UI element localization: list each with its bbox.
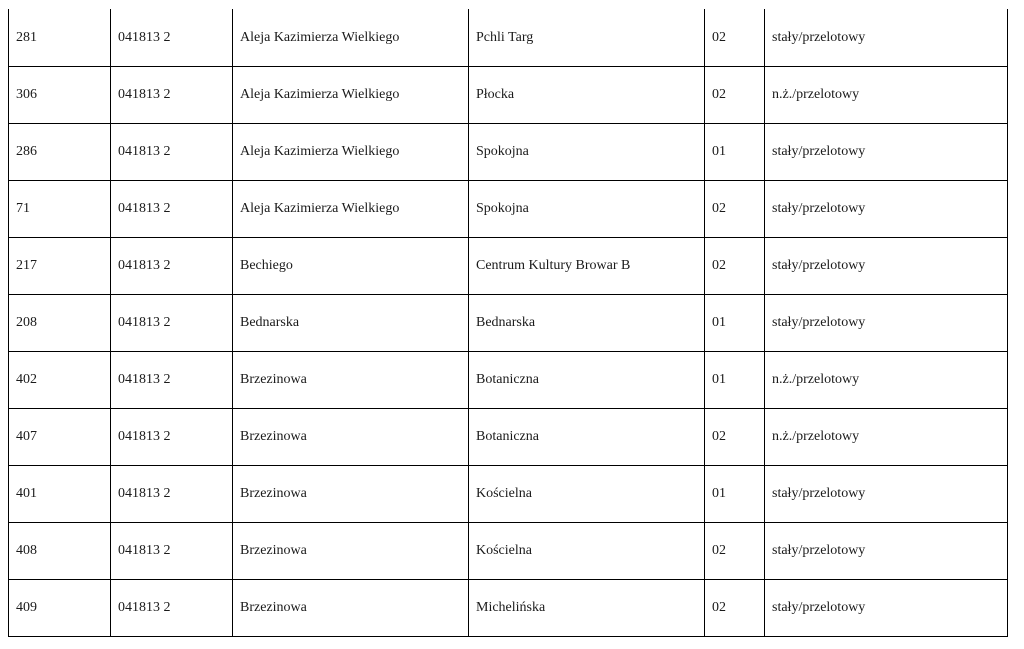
table-row bbox=[9, 295, 1008, 352]
location-code-cell: 041813 2 bbox=[111, 466, 233, 523]
stop-type-cell: stały/przelotowy bbox=[765, 523, 1008, 580]
stop-name-cell: Pchli Targ bbox=[469, 9, 705, 67]
post-number-cell: 02 bbox=[705, 67, 765, 124]
table-row bbox=[9, 124, 1008, 181]
stop-type-cell: stały/przelotowy bbox=[765, 466, 1008, 523]
table-row bbox=[9, 466, 1008, 523]
stop-id-cell: 208 bbox=[9, 295, 111, 352]
stop-type-cell: n.ż./przelotowy bbox=[765, 352, 1008, 409]
table-row bbox=[9, 352, 1008, 409]
location-code-cell: 041813 2 bbox=[111, 580, 233, 637]
table-row bbox=[9, 523, 1008, 580]
stop-name-cell: Spokojna bbox=[469, 181, 705, 238]
stop-type-cell: stały/przelotowy bbox=[765, 238, 1008, 295]
stop-name-cell: Michelińska bbox=[469, 580, 705, 637]
stop-name-cell: Spokojna bbox=[469, 124, 705, 181]
stop-type-cell: stały/przelotowy bbox=[765, 181, 1008, 238]
street-name-cell: Brzezinowa bbox=[233, 409, 469, 466]
table-row bbox=[9, 580, 1008, 637]
post-number-cell: 01 bbox=[705, 466, 765, 523]
post-number-cell: 01 bbox=[705, 352, 765, 409]
table-row bbox=[9, 238, 1008, 295]
stop-id-cell: 71 bbox=[9, 181, 111, 238]
post-number-cell: 02 bbox=[705, 409, 765, 466]
location-code-cell: 041813 2 bbox=[111, 295, 233, 352]
street-name-cell: Brzezinowa bbox=[233, 580, 469, 637]
street-name-cell: Brzezinowa bbox=[233, 352, 469, 409]
post-number-cell: 02 bbox=[705, 181, 765, 238]
post-number-cell: 02 bbox=[705, 580, 765, 637]
stop-id-cell: 286 bbox=[9, 124, 111, 181]
stop-id-cell: 401 bbox=[9, 466, 111, 523]
street-name-cell: Aleja Kazimierza Wielkiego bbox=[233, 181, 469, 238]
stop-name-cell: Kościelna bbox=[469, 523, 705, 580]
location-code-cell: 041813 2 bbox=[111, 124, 233, 181]
stop-type-cell: stały/przelotowy bbox=[765, 9, 1008, 67]
street-name-cell: Aleja Kazimierza Wielkiego bbox=[233, 9, 469, 67]
location-code-cell: 041813 2 bbox=[111, 181, 233, 238]
street-name-cell: Brzezinowa bbox=[233, 523, 469, 580]
street-name-cell: Bechiego bbox=[233, 238, 469, 295]
location-code-cell: 041813 2 bbox=[111, 352, 233, 409]
post-number-cell: 02 bbox=[705, 523, 765, 580]
post-number-cell: 02 bbox=[705, 9, 765, 67]
stop-id-cell: 407 bbox=[9, 409, 111, 466]
stop-id-cell: 408 bbox=[9, 523, 111, 580]
table-row bbox=[9, 409, 1008, 466]
street-name-cell: Aleja Kazimierza Wielkiego bbox=[233, 67, 469, 124]
stop-name-cell: Kościelna bbox=[469, 466, 705, 523]
table-body bbox=[9, 9, 1008, 637]
location-code-cell: 041813 2 bbox=[111, 67, 233, 124]
post-number-cell: 01 bbox=[705, 124, 765, 181]
post-number-cell: 02 bbox=[705, 238, 765, 295]
stop-id-cell: 306 bbox=[9, 67, 111, 124]
stop-id-cell: 281 bbox=[9, 9, 111, 67]
stop-name-cell: Płocka bbox=[469, 67, 705, 124]
stop-name-cell: Botaniczna bbox=[469, 409, 705, 466]
street-name-cell: Aleja Kazimierza Wielkiego bbox=[233, 124, 469, 181]
location-code-cell: 041813 2 bbox=[111, 409, 233, 466]
stop-name-cell: Bednarska bbox=[469, 295, 705, 352]
stop-id-cell: 217 bbox=[9, 238, 111, 295]
stop-type-cell: stały/przelotowy bbox=[765, 124, 1008, 181]
table-row bbox=[9, 9, 1008, 67]
stop-type-cell: n.ż./przelotowy bbox=[765, 67, 1008, 124]
stop-id-cell: 409 bbox=[9, 580, 111, 637]
stop-name-cell: Centrum Kultury Browar B bbox=[469, 238, 705, 295]
stop-type-cell: n.ż./przelotowy bbox=[765, 409, 1008, 466]
table-row bbox=[9, 67, 1008, 124]
stop-name-cell: Botaniczna bbox=[469, 352, 705, 409]
street-name-cell: Brzezinowa bbox=[233, 466, 469, 523]
post-number-cell: 01 bbox=[705, 295, 765, 352]
location-code-cell: 041813 2 bbox=[111, 238, 233, 295]
street-name-cell: Bednarska bbox=[233, 295, 469, 352]
table-row bbox=[9, 181, 1008, 238]
location-code-cell: 041813 2 bbox=[111, 523, 233, 580]
stop-id-cell: 402 bbox=[9, 352, 111, 409]
location-code-cell: 041813 2 bbox=[111, 9, 233, 67]
bus-stops-table bbox=[8, 9, 1008, 637]
stop-type-cell: stały/przelotowy bbox=[765, 580, 1008, 637]
stop-type-cell: stały/przelotowy bbox=[765, 295, 1008, 352]
